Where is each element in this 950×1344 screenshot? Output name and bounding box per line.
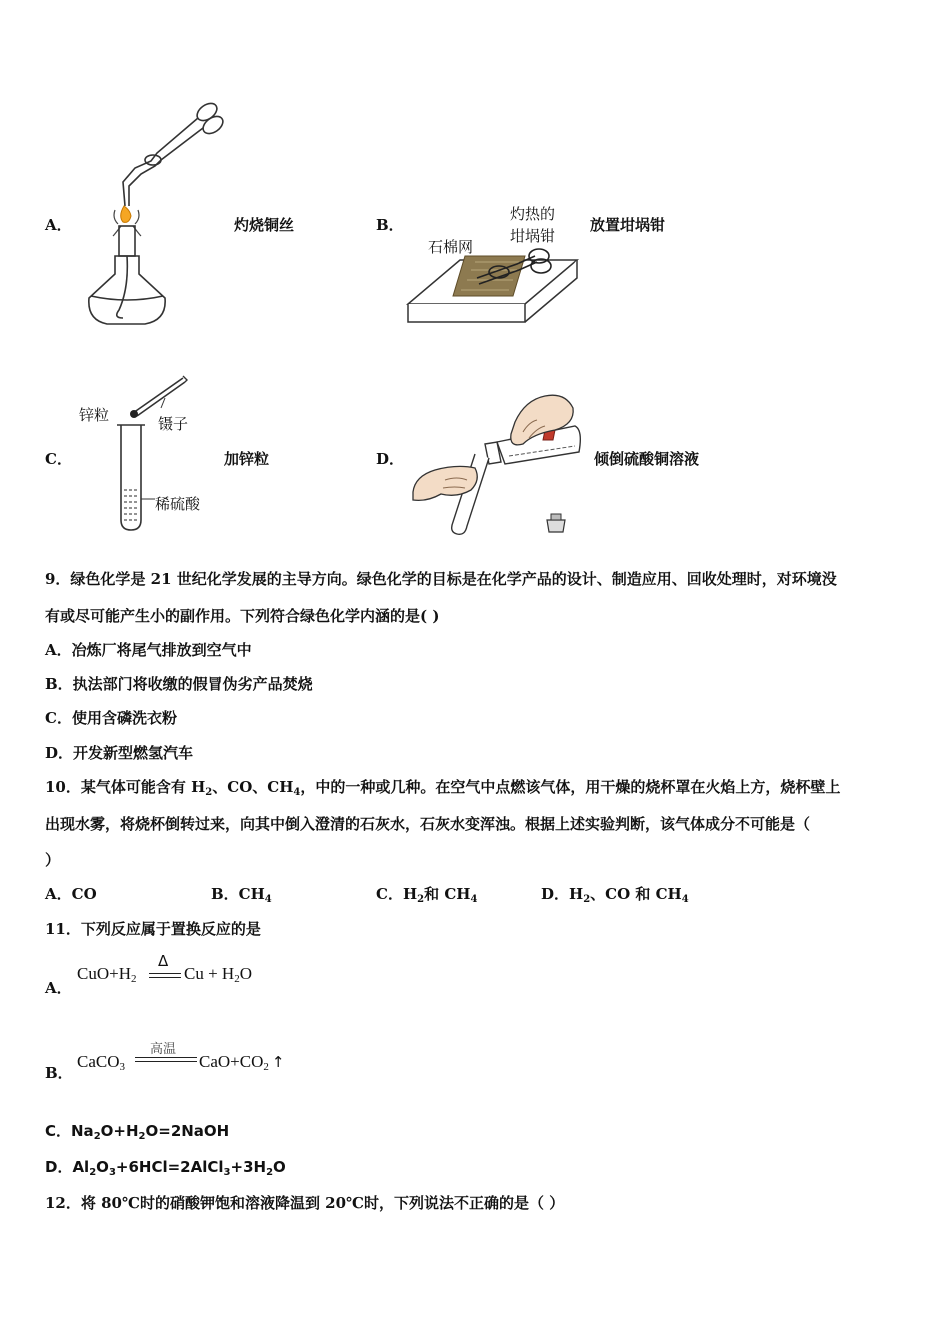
zinc-granule (130, 410, 138, 418)
tong-handle-ring (200, 113, 226, 137)
option-a-letter: A． (45, 216, 72, 234)
burning-copper-wire-figure (85, 98, 230, 330)
q9-stem-line2: 有或尽可能产生小的副作用。下列符合绿色化学内涵的是( ) (45, 607, 440, 625)
equals-line-bottom (149, 977, 181, 978)
q9-option-d: D．开发新型燃氢汽车 (45, 744, 194, 762)
label-dilute-sulfuric-acid: 稀硫酸 (155, 495, 201, 513)
q10-option-b: B．$CH_4$ (211, 885, 272, 905)
heating-condition: Δ (158, 952, 169, 970)
flame-icon (121, 206, 131, 222)
q11-option-a-equation: $CuO+H_2$ (77, 964, 137, 985)
option-a-caption: 灼烧铜丝 (234, 216, 295, 234)
q10-stem-line1: 10．某气体可能含有 $H_2$、CO、$CH_4$，中的一种或几种。在空气中点燃该气体，用干燥的烧杯罩在火焰上方，烧杯壁上 (45, 778, 841, 798)
q11-option-a-products: $Cu + H_2O$ (184, 964, 252, 985)
label-asbestos-net: 石棉网 (428, 238, 474, 256)
q9-stem-line1: 9．绿色化学是 21 世纪化学发展的主导方向。绿色化学的目标是在化学产品的设计、制造应用、回收处理时，对环境没 (45, 570, 837, 588)
option-b-letter: B． (376, 216, 404, 234)
q11-option-a-letter: A． (45, 979, 72, 997)
equals-line-bottom (135, 1061, 197, 1062)
bottle-stopper (547, 520, 565, 532)
q10-option-a: A．CO (45, 885, 97, 903)
label-tweezers: 镊子 (158, 415, 189, 433)
q10-stem-line2: 出现水雾，将烧杯倒转过来，向其中倒入澄清的石灰水，石灰水变浑浊。根据上述实验判断，该气体成分不可能是（ (45, 815, 811, 833)
equals-line-top (135, 1057, 197, 1058)
placing-crucible-tongs-figure (405, 200, 585, 325)
q11-option-c: C．$Na_2O+H_2O=2NaOH$ (45, 1122, 230, 1142)
option-d-letter: D． (376, 450, 405, 468)
q9-option-b: B．执法部门将收缴的假冒伪劣产品焚烧 (45, 675, 313, 693)
label-hot-tongs-line1: 灼热的 (510, 205, 556, 223)
q11-option-b-letter: B． (45, 1064, 73, 1082)
option-b-caption: 放置坩埚钳 (590, 216, 666, 234)
q11-stem: 11．下列反应属于置换反应的是 (45, 920, 261, 938)
q9-option-c: C．使用含磷洗衣粉 (45, 709, 177, 727)
high-temperature-condition: 高温 (150, 1042, 177, 1057)
q12-stem: 12．将 80℃时的硝酸钾饱和溶液降温到 20℃时，下列说法不正确的是（ ） (45, 1194, 565, 1212)
q10-option-d: D．$H_2$、CO 和 $CH_4$ (541, 885, 689, 905)
q11-option-b-products: $CaO+CO_2$ ↑ (199, 1052, 285, 1073)
option-c-letter: C． (45, 450, 72, 468)
q11-option-d: D．$Al_2O_3+6HCl=2AlCl_3+3H_2O$ (45, 1158, 286, 1178)
label-hot-tongs-line2: 坩埚钳 (510, 227, 556, 245)
q10-stem-line3: ） (45, 851, 61, 869)
equals-line-top (149, 973, 181, 974)
q9-option-a: A．冶炼厂将尾气排放到空气中 (45, 641, 252, 659)
option-d-caption: 倾倒硫酸铜溶液 (594, 450, 700, 468)
q10-option-c: C．$H_2$和 $CH_4$ (376, 885, 478, 905)
pouring-copper-sulfate-figure (405, 372, 585, 537)
label-zinc: 锌粒 (79, 406, 110, 424)
option-c-caption: 加锌粒 (224, 450, 270, 468)
q11-option-b-equation: CaCO$_3$ (77, 1052, 125, 1073)
